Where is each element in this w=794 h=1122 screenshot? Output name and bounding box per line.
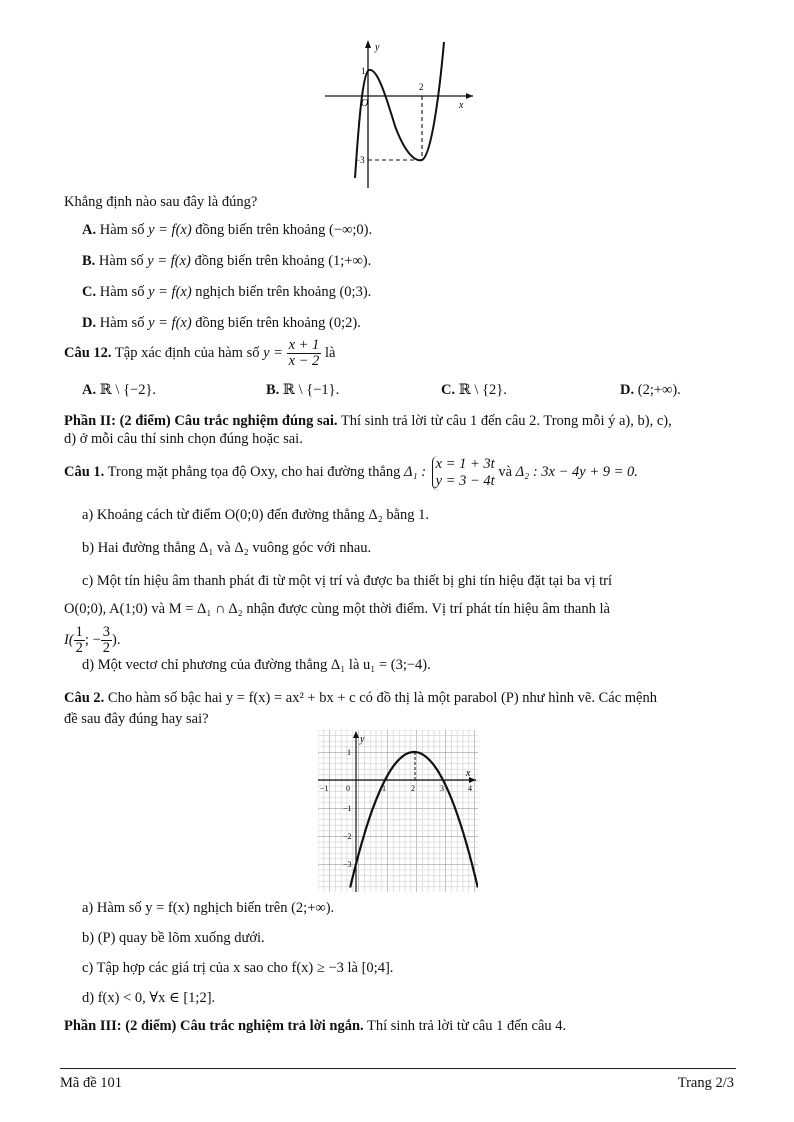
q11-prompt: Khẳng định nào sau đây là đúng? [64, 194, 258, 210]
part3-header: Phần III: (2 điểm) Câu trắc nghiệm trả lời ngắn. Thí sinh trả lời từ câu 1 đến câu 4. [64, 1018, 567, 1034]
q12-stem: Câu 12. Tập xác định của hàm số y = $\frac{x + 1}{x - 2}$ là [64, 337, 336, 370]
c1-stem: Câu 1. Trong mặt phẳng tọa độ Oxy, cho hai đường thẳng Δ₁ : x = 1 + 3t y = 3 − 4t và Δ₂ : 3x − 4y + 9 = 0. [64, 455, 638, 489]
graph1-one-label: 1 [361, 66, 366, 76]
c1-frac-2: $\frac{3}{2}$ [102, 624, 111, 657]
graph2-xtick: 1 [382, 784, 386, 793]
grid [318, 730, 478, 892]
graph2-x-label: x [466, 768, 471, 779]
q12-option-c[interactable]: C. ℝ \ {2}. [441, 382, 507, 398]
c2-stem: Câu 2. Cho hàm số bậc hai y = f(x) = ax² + bx + c có đồ thị là một parabol (P) như hình vẽ. Các mệnh [64, 690, 657, 706]
c1-statement-c-line3: I( $\frac{1}{2}$ ; − $\frac{3}{2}$ ). [64, 624, 121, 657]
q12-option-b[interactable]: B. ℝ \ {−1}. [266, 382, 340, 398]
q12-option-d[interactable]: D. (2;+∞). [620, 382, 681, 398]
c1-line1-system: x = 1 + 3t y = 3 − 4t [432, 456, 495, 490]
c2-statement-b[interactable]: b) (P) quay bề lõm xuống dưới. [82, 930, 265, 946]
c1-statement-c-line2: O(0;0), A(1;0) và M = Δ₁ ∩ Δ₂ nhận được cùng một thời điểm. Vị trí phát tín hiệu âm thanh là [64, 601, 610, 617]
graph1-minus3-label: −3 [355, 155, 365, 165]
c1-statement-a[interactable]: a) Khoảng cách từ điểm O(0;0) đến đường thẳng Δ₂ bằng 1. [82, 507, 430, 523]
footer-divider [60, 1068, 736, 1069]
graph1-two-label: 2 [419, 82, 424, 92]
graph2-xtick: 2 [411, 784, 415, 793]
c2-statement-d[interactable]: d) f(x) < 0, ∀x ∈ [1;2]. [82, 990, 216, 1006]
graph2-y-label: y [360, 734, 365, 745]
footer-exam-code: Mã đề 101 [60, 1075, 123, 1091]
q11-option-b[interactable]: B. Hàm số y = f(x) đồng biến trên khoảng (1;+∞). [82, 253, 372, 269]
c1-statement-c[interactable]: c) Một tín hiệu âm thanh phát đi từ một vị trí và được ba thiết bị ghi tín hiệu đặt tại ba vị trí [82, 573, 612, 589]
parabola-graph [318, 730, 478, 892]
q11-option-d[interactable]: D. Hàm số y = f(x) đồng biến trên khoảng (0;2). [82, 315, 361, 331]
graph1-y-label: y [375, 42, 380, 53]
graph2-ytick: −2 [343, 832, 352, 841]
c1-statement-b[interactable]: b) Hai đường thẳng Δ₁ và Δ₂ vuông góc với nhau. [82, 540, 372, 556]
c2-stem-cont: đề sau đây đúng hay sai? [64, 711, 209, 727]
graph2-xtick: −1 [320, 784, 329, 793]
q12-fraction: $\frac{x + 1}{x - 2}$ [288, 337, 320, 370]
q12-option-a[interactable]: A. ℝ \ {−2}. [82, 382, 157, 398]
graph2-ytick: −1 [343, 804, 352, 813]
graph1-x-label: x [459, 100, 464, 111]
graph2-xtick: 3 [440, 784, 444, 793]
q11-option-c[interactable]: C. Hàm số y = f(x) nghịch biến trên khoảng (0;3). [82, 284, 372, 300]
c2-statement-a[interactable]: a) Hàm số y = f(x) nghịch biến trên (2;+∞). [82, 900, 335, 916]
footer-page-number: Trang 2/3 [677, 1075, 734, 1091]
graph2-origin: 0 [346, 784, 350, 793]
c2-statement-c[interactable]: c) Tập hợp các giá trị của x sao cho f(x) ≥ −3 là [0;4]. [82, 960, 394, 976]
q11-option-a[interactable]: A. Hàm số y = f(x) đồng biến trên khoảng (−∞;0). [82, 222, 373, 238]
part2-header-cont: d) ở mỗi câu thí sinh chọn đúng hoặc sai. [64, 431, 303, 447]
graph2-ytick: −3 [343, 860, 352, 869]
part2-header: Phần II: (2 điểm) Câu trắc nghiệm đúng sai. Thí sinh trả lời từ câu 1 đến câu 2. Trong mỗi ý a), b), c), [64, 413, 672, 429]
graph1-origin-label: O [361, 98, 369, 109]
c1-frac-1: $\frac{1}{2}$ [75, 624, 83, 657]
graph2-xtick: 4 [468, 784, 472, 793]
cubic-graph [325, 38, 475, 190]
graph2-ytick: 1 [347, 748, 351, 757]
c1-statement-d[interactable]: d) Một vectơ chỉ phương của đường thẳng Δ₁ là u₁ = (3;−4). [82, 657, 431, 673]
